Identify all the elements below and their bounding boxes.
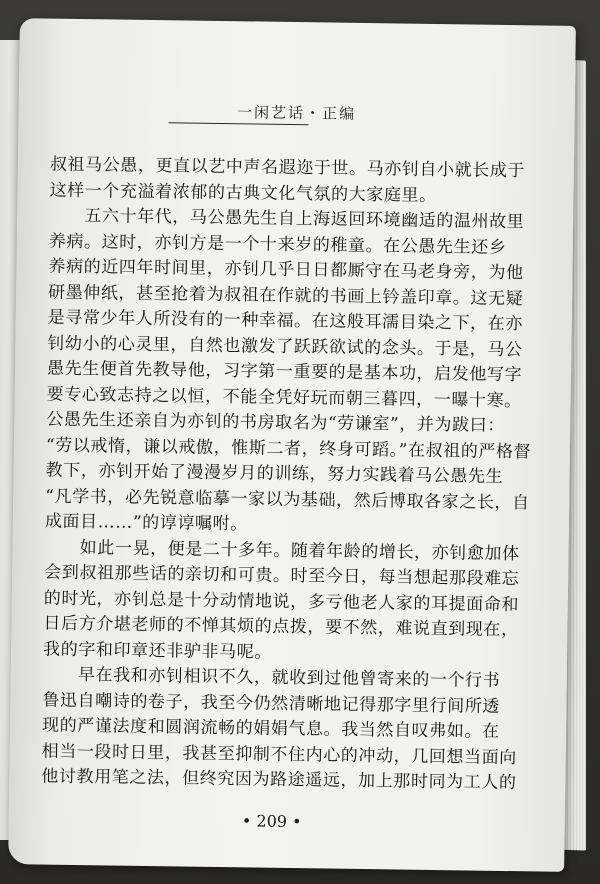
text-line: 养病。这时，亦钊方是一个十来岁的稚童。在公愚先生还乡 [48, 231, 507, 258]
text-line: 我的字和印章还非驴非马呢。 [42, 639, 273, 663]
text-line: 研墨伸纸，甚至抢着为叔祖在作就的书画上钤盖印章。这无疑 [47, 282, 524, 309]
text-line: 如此一晃，便是二十多年。随着年龄的增长，亦钊愈加体 [44, 537, 520, 564]
text-line: 日后方介堪老师的不惮其烦的点拨，要不然，难说直到现在， [43, 613, 519, 641]
body-text [41, 153, 532, 796]
text-line: “劳以戒惰，谦以戒傲，惟斯二者，终身可蹈。”在叔祖的严格督 [45, 435, 532, 462]
text-line: 公愚先生还亲自为亦钊的书房取名为“劳谦室”，并为跋曰： [46, 409, 506, 436]
text-line: 鲁迅自嘲诗的卷子，我至今仍然清晰地记得那字里行间所透 [42, 690, 501, 717]
text-line: 的时光，亦钊总是十分动情地说，多亏他老人家的耳提面命和 [43, 588, 520, 615]
text-line: 是寻常少年人所没有的一种幸福。在这般耳濡目染之下，在亦 [47, 307, 524, 335]
book-page [8, 18, 576, 872]
text-line: 成面目……”的谆谆嘱咐。 [44, 511, 248, 535]
text-line: 早在我和亦钊相识不久，就收到过他曾寄来的一个行书 [42, 664, 501, 691]
page-number: • 209 • [241, 811, 302, 832]
text-line: 他讨教用笔之法，但终究因为路途遥远，加上那时同为工人的 [41, 766, 517, 794]
running-header: 一闲艺话・正编 [236, 103, 357, 123]
text-line: 愚先生便首先教导他，习字第一重要的是基本功，启发他写字 [46, 358, 523, 386]
text-line: 会到叔祖那些话的亲切和可贵。时至今日，每当想起那段难忘 [44, 562, 520, 590]
text-line: 钊幼小的心灵里，自然也激发了跃跃欲试的念头。于是，马公 [47, 333, 523, 360]
text-line: 这样一个充溢着浓郁的古典文化气氛的大家庭里。 [49, 180, 437, 206]
text-line: 叔祖马公愚，更直以艺中声名遐迩于世。马亦钊自小就长成于 [49, 154, 526, 182]
text-line: 教下，亦钊开始了漫漫岁月的训练，努力实践着马公愚先生 [45, 460, 504, 487]
text-line: 要专心致志持之以恒，不能全凭好玩而朝三暮四，一曝十寒。 [46, 384, 522, 411]
text-line: “凡学书，必先锐意临摹一家以为基础，然后博取各家之长，自 [45, 486, 530, 513]
text-line: 现的严谨法度和圆润流畅的娟娟气息。我当然自叹弗如。在 [41, 715, 500, 742]
text-line: 五六十年代，马公愚先生自上海返回环境幽适的温州故里 [49, 205, 525, 233]
text-line: 相当一段时日里，我甚至抑制不住内心的冲动，几回想当面向 [41, 741, 517, 768]
text-line: 养病的近四年时间里，亦钊几乎日日都厮守在马老身旁，为他 [48, 256, 524, 284]
